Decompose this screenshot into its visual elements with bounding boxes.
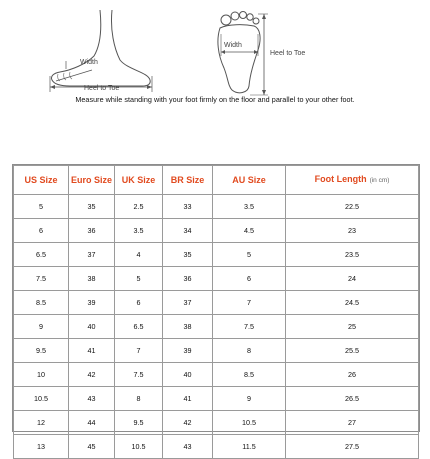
header-foot-length <box>286 166 419 195</box>
au-size-cell: 5 <box>213 243 286 267</box>
br-size-cell: 35 <box>163 243 213 267</box>
foot-length-cell: 25 <box>286 315 419 339</box>
table-row <box>14 291 419 315</box>
au-size-cell: 8.5 <box>213 363 286 387</box>
br-size-cell: 39 <box>163 339 213 363</box>
br-size-cell: 38 <box>163 315 213 339</box>
size-table-body <box>14 195 419 459</box>
br-size-cell: 41 <box>163 387 213 411</box>
euro-size-cell: 37 <box>69 243 115 267</box>
sole-width-label: Width <box>224 42 242 49</box>
foot-length-cell: 22.5 <box>286 195 419 219</box>
au-size-cell: 7.5 <box>213 315 286 339</box>
au-size-cell: 4.5 <box>213 219 286 243</box>
au-size-cell: 10.5 <box>213 411 286 435</box>
foot-length-cell: 23.5 <box>286 243 419 267</box>
foot-length-cell: 27 <box>286 411 419 435</box>
side-heel-to-toe-label: Heel to Toe <box>84 85 120 92</box>
side-width-label: Width <box>80 59 98 66</box>
measurement-instruction: Measure while standing with your foot firmly on the floor and parallel to your other foot. <box>75 95 355 104</box>
side-view-foot-illustration <box>50 10 152 92</box>
sole-heel-to-toe-label: Heel to Toe <box>270 50 306 57</box>
euro-size-cell: 42 <box>69 363 115 387</box>
euro-size-cell: 45 <box>69 435 115 459</box>
table-row <box>14 243 419 267</box>
euro-size-cell: 39 <box>69 291 115 315</box>
size-chart <box>12 164 420 451</box>
table-row <box>14 435 419 459</box>
foot-length-cell: 24.5 <box>286 291 419 315</box>
foot-length-cell: 25.5 <box>286 339 419 363</box>
au-size-cell: 8 <box>213 339 286 363</box>
sole-view-foot-illustration <box>218 12 268 96</box>
uk-size-cell: 3.5 <box>115 219 163 243</box>
euro-size-cell: 35 <box>69 195 115 219</box>
uk-size-cell: 4 <box>115 243 163 267</box>
us-size-cell: 8.5 <box>14 291 69 315</box>
header-au-size: AU Size <box>213 166 286 195</box>
au-size-cell: 9 <box>213 387 286 411</box>
uk-size-cell: 8 <box>115 387 163 411</box>
uk-size-cell: 5 <box>115 267 163 291</box>
au-size-cell: 7 <box>213 291 286 315</box>
br-size-cell: 36 <box>163 267 213 291</box>
br-size-cell: 43 <box>163 435 213 459</box>
uk-size-cell: 2.5 <box>115 195 163 219</box>
br-size-cell: 40 <box>163 363 213 387</box>
euro-size-cell: 44 <box>69 411 115 435</box>
table-row <box>14 339 419 363</box>
size-table <box>13 165 419 459</box>
euro-size-cell: 40 <box>69 315 115 339</box>
us-size-cell: 10.5 <box>14 387 69 411</box>
us-size-cell: 6 <box>14 219 69 243</box>
header-uk-size: UK Size <box>115 166 163 195</box>
uk-size-cell: 6 <box>115 291 163 315</box>
us-size-cell: 6.5 <box>14 243 69 267</box>
header-us-size: US Size <box>14 166 69 195</box>
euro-size-cell: 41 <box>69 339 115 363</box>
uk-size-cell: 10.5 <box>115 435 163 459</box>
table-row <box>14 387 419 411</box>
euro-size-cell: 36 <box>69 219 115 243</box>
au-size-cell: 3.5 <box>213 195 286 219</box>
us-size-cell: 9.5 <box>14 339 69 363</box>
euro-size-cell: 43 <box>69 387 115 411</box>
table-row <box>14 363 419 387</box>
br-size-cell: 42 <box>163 411 213 435</box>
foot-length-unit: (in cm) <box>369 177 390 184</box>
uk-size-cell: 7.5 <box>115 363 163 387</box>
table-row <box>14 315 419 339</box>
us-size-cell: 9 <box>14 315 69 339</box>
au-size-cell: 6 <box>213 267 286 291</box>
uk-size-cell: 6.5 <box>115 315 163 339</box>
table-row <box>14 195 419 219</box>
foot-length-cell: 24 <box>286 267 419 291</box>
euro-size-cell: 38 <box>69 267 115 291</box>
table-row <box>14 267 419 291</box>
br-size-cell: 37 <box>163 291 213 315</box>
table-row <box>14 219 419 243</box>
table-row <box>14 411 419 435</box>
uk-size-cell: 9.5 <box>115 411 163 435</box>
br-size-cell: 34 <box>163 219 213 243</box>
us-size-cell: 5 <box>14 195 69 219</box>
br-size-cell: 33 <box>163 195 213 219</box>
foot-length-label: Foot Length <box>314 174 367 184</box>
table-header-row <box>14 166 419 195</box>
au-size-cell: 11.5 <box>213 435 286 459</box>
us-size-cell: 10 <box>14 363 69 387</box>
foot-length-cell: 23 <box>286 219 419 243</box>
us-size-cell: 13 <box>14 435 69 459</box>
header-euro-size: Euro Size <box>69 166 115 195</box>
uk-size-cell: 7 <box>115 339 163 363</box>
foot-length-cell: 26 <box>286 363 419 387</box>
foot-length-cell: 26.5 <box>286 387 419 411</box>
foot-length-cell: 27.5 <box>286 435 419 459</box>
header-br-size: BR Size <box>163 166 213 195</box>
us-size-cell: 7.5 <box>14 267 69 291</box>
us-size-cell: 12 <box>14 411 69 435</box>
